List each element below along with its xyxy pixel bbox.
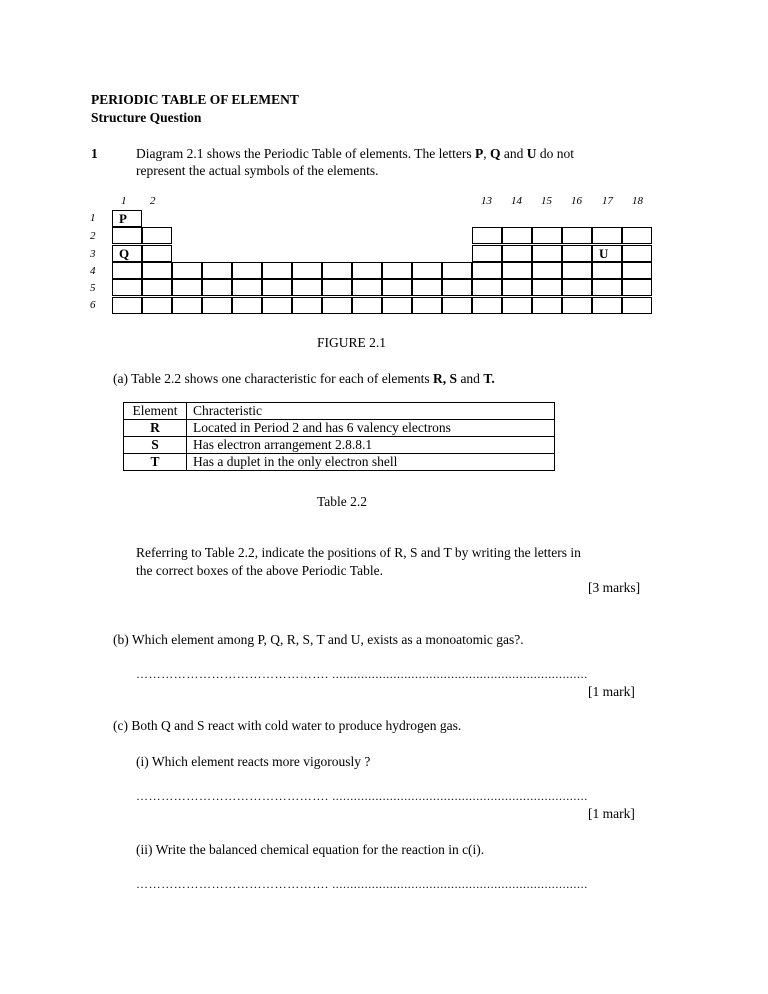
period-label: 4 (90, 265, 96, 277)
table-cell (472, 245, 502, 262)
group-label: 2 (150, 195, 156, 207)
table-cell (532, 262, 562, 279)
part-c-question: (c) Both Q and S react with cold water to produce hydrogen gas. (113, 718, 462, 733)
table-cell (472, 262, 502, 279)
intro-line-2: represent the actual symbols of the elements. (136, 163, 379, 178)
table-cell (622, 227, 652, 244)
table-cell (352, 279, 382, 296)
table-caption: Table 2.2 (317, 494, 368, 509)
period-label: 6 (90, 299, 96, 311)
table-row (124, 437, 555, 454)
table-cell (142, 262, 172, 279)
table-cell (112, 279, 142, 296)
group-label: 1 (121, 195, 127, 207)
table-cell (562, 279, 592, 296)
table-cell (112, 262, 142, 279)
table-row (124, 454, 555, 471)
element-letter-cell: U (592, 245, 622, 262)
table-cell (622, 297, 652, 314)
characteristic-cell: Has electron arrangement 2.8.8.1 (187, 437, 555, 454)
table-cell (622, 279, 652, 296)
table-cell (412, 262, 442, 279)
table-cell (412, 297, 442, 314)
group-label: 18 (632, 195, 643, 207)
table-cell (412, 279, 442, 296)
part-a-marks: [3 marks] (588, 580, 641, 595)
table-cell (142, 227, 172, 244)
part-c-ii-question: (ii) Write the balanced chemical equation for the reaction in c(i). (136, 842, 485, 857)
table-cell (442, 297, 472, 314)
group-label: 16 (571, 195, 582, 207)
table-cell (472, 297, 502, 314)
table-cell (442, 262, 472, 279)
answer-line-b[interactable]: ………………………………………. ....................................................................... (136, 667, 588, 681)
characteristic-cell: Located in Period 2 and has 6 valency electrons (187, 420, 555, 437)
table-cell (532, 297, 562, 314)
table-cell (502, 279, 532, 296)
part-a-instruction-2: the correct boxes of the above Periodic Table. (136, 563, 383, 578)
period-label: 5 (90, 282, 96, 294)
table-cell (502, 262, 532, 279)
table-header-row (124, 403, 555, 420)
table-cell (142, 297, 172, 314)
group-label: 14 (511, 195, 522, 207)
table-cell (112, 227, 142, 244)
table-cell (112, 297, 142, 314)
table-cell (592, 227, 622, 244)
table-cell (172, 262, 202, 279)
table-cell (202, 262, 232, 279)
table-cell (502, 245, 532, 262)
table-cell (532, 245, 562, 262)
intro-line-1: Diagram 2.1 shows the Periodic Table of elements. The letters P, Q and U do not (136, 146, 575, 161)
group-label: 17 (602, 195, 613, 207)
characteristic-cell: Has a duplet in the only electron shell (187, 454, 555, 471)
table-cell (292, 297, 322, 314)
table-cell (472, 227, 502, 244)
period-label: 3 (90, 248, 96, 260)
table-cell (442, 279, 472, 296)
table-cell (322, 297, 352, 314)
table-cell (472, 279, 502, 296)
table-cell (562, 262, 592, 279)
table-cell (292, 262, 322, 279)
period-label: 1 (90, 212, 96, 224)
table-cell (382, 279, 412, 296)
table-cell (532, 227, 562, 244)
table-row (124, 420, 555, 437)
group-label: 15 (541, 195, 552, 207)
table-cell (172, 279, 202, 296)
table-cell (202, 297, 232, 314)
period-label: 2 (90, 230, 96, 242)
part-b-question: (b) Which element among P, Q, R, S, T and U, exists as a monoatomic gas?. (113, 632, 524, 647)
table-cell (622, 245, 652, 262)
table-cell (562, 245, 592, 262)
table-cell (502, 227, 532, 244)
table-cell (292, 279, 322, 296)
table-cell (262, 279, 292, 296)
element-cell: S (124, 437, 187, 454)
table-cell (382, 297, 412, 314)
part-c-i-question: (i) Which element reacts more vigorously ? (136, 754, 371, 769)
table-cell (592, 297, 622, 314)
table-cell (142, 245, 172, 262)
table-cell (232, 279, 262, 296)
page-subtitle: Structure Question (91, 110, 202, 125)
table-cell (502, 297, 532, 314)
table-cell (322, 279, 352, 296)
group-label: 13 (481, 195, 492, 207)
page-title: PERIODIC TABLE OF ELEMENT (91, 92, 299, 107)
table-cell (592, 262, 622, 279)
table-cell (592, 279, 622, 296)
part-a-question: (a) Table 2.2 shows one characteristic for each of elements R, S and T. (113, 371, 495, 386)
characteristics-table (123, 402, 555, 471)
table-cell (382, 262, 412, 279)
part-c-i-marks: [1 mark] (588, 806, 635, 821)
table-cell (352, 297, 382, 314)
table-cell (322, 262, 352, 279)
table-cell (352, 262, 382, 279)
table-cell (232, 262, 262, 279)
element-letter-cell: Q (112, 245, 142, 262)
answer-line-c-i[interactable]: ………………………………………. ....................................................................... (136, 789, 588, 803)
table-cell (532, 279, 562, 296)
table-cell (142, 279, 172, 296)
element-cell: R (124, 420, 187, 437)
table-cell (232, 297, 262, 314)
element-letter-cell: P (112, 210, 142, 227)
table-cell (202, 279, 232, 296)
figure-caption: FIGURE 2.1 (317, 335, 387, 350)
table-cell (172, 297, 202, 314)
table-header-cell: Element (124, 403, 187, 420)
part-a-instruction-1: Referring to Table 2.2, indicate the positions of R, S and T by writing the letters in (136, 545, 581, 560)
table-cell (262, 262, 292, 279)
part-b-marks: [1 mark] (588, 684, 635, 699)
table-cell (262, 297, 292, 314)
table-cell (562, 227, 592, 244)
table-header-cell: Chracteristic (187, 403, 555, 420)
table-cell (562, 297, 592, 314)
question-number: 1 (91, 146, 98, 161)
table-cell (622, 262, 652, 279)
element-cell: T (124, 454, 187, 471)
answer-line-c-ii[interactable]: ………………………………………. ....................................................................... (136, 877, 588, 891)
